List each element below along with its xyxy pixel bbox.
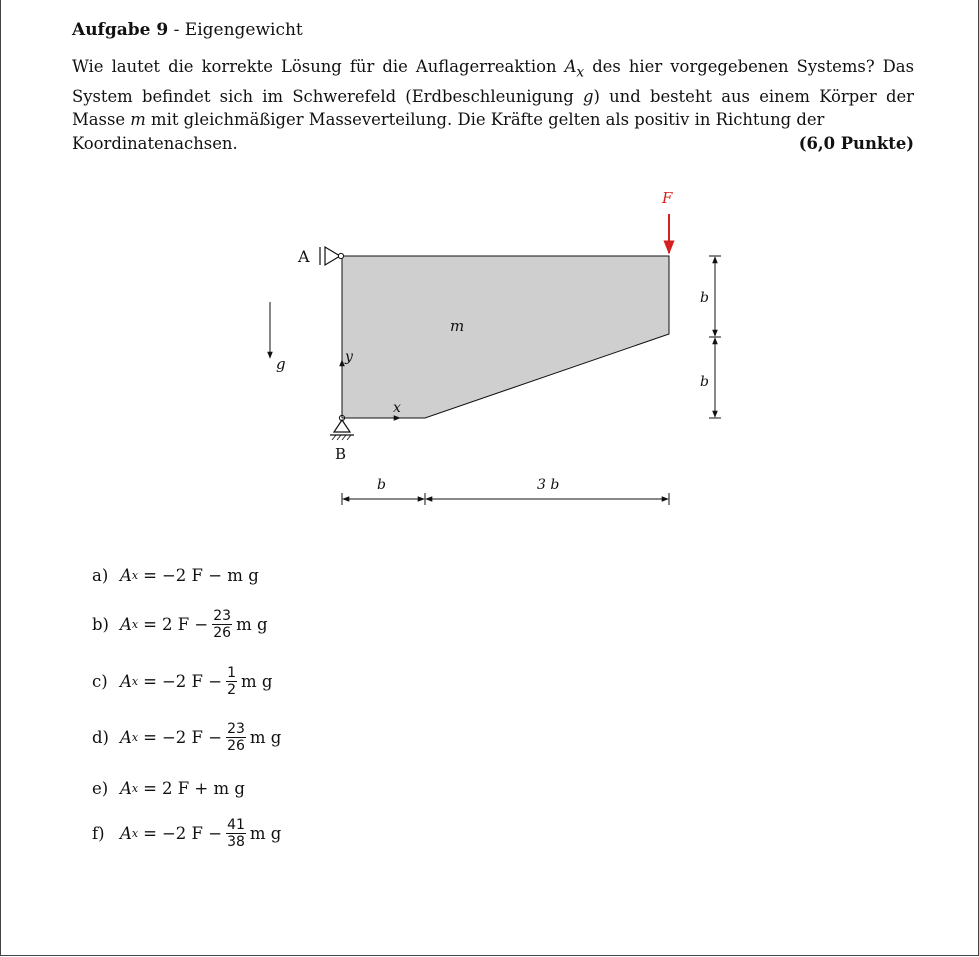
support-a-label: A <box>298 247 310 266</box>
task-text-part: mit gleichmäßiger Masseverteilung. Die Kräfte gelten als positiv in Richtung der <box>145 110 825 130</box>
task-text-part: des hier vorgegebenen Systems? Das System befindet sich im Schwerefeld (Erdbeschleunigung <box>72 57 914 106</box>
mass-body <box>342 256 669 418</box>
dimension-vertical <box>709 256 721 418</box>
var-g: g <box>582 86 594 106</box>
support-b-label: B <box>335 445 347 463</box>
dim-horizontal-1: b <box>377 477 386 493</box>
axis-x-label: x <box>393 400 401 416</box>
option-label: e) <box>92 779 109 798</box>
fraction-denominator: 26 <box>227 738 245 754</box>
answer-option-a[interactable] <box>92 566 259 585</box>
option-lhs-sub: x <box>131 782 139 795</box>
task-text-last: Koordinatenachsen. <box>72 133 238 153</box>
fraction-numerator: 1 <box>227 665 236 681</box>
support-b <box>330 415 354 440</box>
option-lhs-sub: x <box>131 569 139 582</box>
option-expression: 2 F − <box>161 615 209 634</box>
option-expression: −2 F − <box>161 824 223 843</box>
option-expression: −2 F − <box>161 672 223 691</box>
dimension-horizontal <box>342 493 669 505</box>
var-a-sub: x <box>576 64 585 81</box>
var-a: A <box>564 57 577 76</box>
answer-option-c[interactable] <box>92 665 272 698</box>
option-expression-tail: m g <box>240 672 273 691</box>
option-lhs: A <box>120 779 132 798</box>
option-expression: −2 F − <box>161 728 223 747</box>
option-expression-tail: m g <box>249 824 282 843</box>
answer-option-b[interactable] <box>92 608 268 641</box>
option-lhs-sub: x <box>131 827 139 840</box>
fraction-denominator: 26 <box>213 625 232 641</box>
points-badge: (6,0 Punkte) <box>798 133 914 153</box>
option-lhs-sub: x <box>131 618 139 631</box>
option-label: d) <box>92 728 109 747</box>
option-lhs: A <box>120 728 132 747</box>
option-lhs: A <box>120 615 132 634</box>
option-expression: −2 F − m g <box>161 566 259 585</box>
force-label: F <box>662 189 673 207</box>
answer-option-d[interactable] <box>92 721 281 754</box>
fraction-denominator: 2 <box>227 682 236 698</box>
option-eq: = <box>143 615 157 634</box>
option-label: f) <box>92 824 105 843</box>
option-eq: = <box>143 672 157 691</box>
option-eq: = <box>143 779 157 798</box>
fraction-numerator: 23 <box>213 608 232 624</box>
task-topic: Eigengewicht <box>184 20 303 40</box>
option-fraction <box>226 665 237 698</box>
option-lhs: A <box>120 672 132 691</box>
gravity-label: g <box>276 355 286 373</box>
option-eq: = <box>143 728 157 747</box>
option-fraction <box>212 608 232 641</box>
axis-y-label: y <box>345 349 353 365</box>
option-expression-tail: m g <box>236 615 268 634</box>
dim-vertical-1: b <box>700 290 709 306</box>
answer-option-e[interactable] <box>92 779 245 798</box>
option-eq: = <box>143 566 157 585</box>
option-label: c) <box>92 672 108 691</box>
option-lhs-sub: x <box>131 675 139 688</box>
option-expression: 2 F + m g <box>161 779 245 798</box>
option-eq: = <box>143 824 157 843</box>
option-lhs: A <box>120 566 132 585</box>
task-text-part: ) und besteht aus einem Körper der Masse <box>72 86 914 130</box>
task-label: Aufgabe 9 <box>72 20 169 40</box>
var-m: m <box>130 110 146 130</box>
option-fraction <box>226 817 246 850</box>
fraction-numerator: 41 <box>227 817 245 833</box>
fraction-numerator: 23 <box>227 721 245 737</box>
answer-option-f[interactable] <box>92 817 281 850</box>
option-lhs: A <box>120 824 132 843</box>
dim-horizontal-2: 3 b <box>537 477 560 493</box>
task-text-part: Wie lautet die korrekte Lösung für die Auflagerreaktion <box>72 57 565 76</box>
option-fraction <box>226 721 246 754</box>
support-a <box>320 247 344 265</box>
fraction-denominator: 38 <box>227 834 245 850</box>
mass-label: m <box>450 317 465 335</box>
option-expression-tail: m g <box>249 728 282 747</box>
option-lhs-sub: x <box>131 731 139 744</box>
dim-vertical-2: b <box>700 374 709 390</box>
option-label: b) <box>92 615 109 634</box>
option-label: a) <box>92 566 109 585</box>
title-separator: - <box>168 20 185 40</box>
